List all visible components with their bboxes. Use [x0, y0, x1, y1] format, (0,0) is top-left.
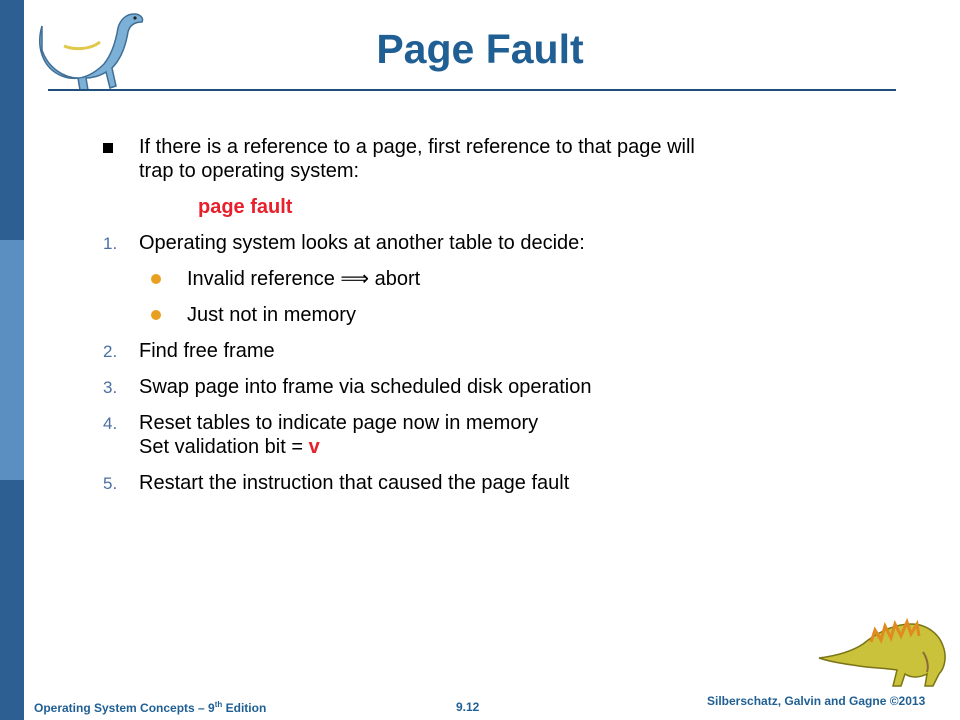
footer-book-title: [34, 700, 266, 715]
step-number: 5.: [103, 474, 118, 493]
sub-item-not-in-memory: [103, 303, 883, 327]
step-3: [103, 375, 883, 399]
round-bullet-icon: [151, 310, 161, 320]
step-number: 3.: [103, 378, 118, 397]
step-text: Swap page into frame via scheduled disk operation: [139, 376, 592, 398]
footer-book-sup: th: [214, 700, 223, 709]
round-bullet-icon: [151, 274, 161, 284]
step-text: Find free frame: [139, 340, 275, 362]
implies-arrow-icon: ⟹: [340, 268, 370, 290]
bullet-line-2: trap to operating system:: [139, 160, 360, 182]
slide-title: Page Fault: [376, 26, 584, 72]
left-sidebar: [0, 0, 24, 720]
square-bullet-icon: [103, 135, 113, 159]
validation-value: v: [308, 436, 320, 458]
sub-text-pre: Invalid reference: [187, 268, 341, 290]
title-divider: [48, 89, 896, 91]
validation-prefix: Set validation bit =: [139, 436, 309, 458]
step-text-line-1: Reset tables to indicate page now in memory: [139, 412, 539, 434]
page-fault-label: page fault: [198, 196, 293, 218]
step-number: 2.: [103, 342, 118, 361]
footer-book-suffix: Edition: [222, 701, 267, 715]
sub-text: Just not in memory: [187, 304, 356, 326]
step-number: 4.: [103, 414, 118, 433]
step-text-line-2: [139, 435, 883, 459]
step-2: [103, 339, 883, 363]
sidebar-segment-middle: [0, 240, 24, 480]
step-text: Operating system looks at another table to decide:: [139, 232, 585, 254]
slide-content: [103, 135, 883, 507]
step-1: [103, 231, 883, 255]
sidebar-segment-bottom: [0, 480, 24, 720]
footer-book-prefix: Operating System Concepts – 9: [34, 701, 215, 715]
step-5: [103, 471, 883, 495]
main-bullet: [103, 135, 883, 183]
dinosaur-logo-bottom: [815, 612, 950, 690]
footer-copyright: Silberschatz, Galvin and Gagne ©2013: [707, 694, 926, 708]
step-number: 1.: [103, 234, 118, 253]
footer-page-number: 9.12: [456, 700, 480, 714]
bullet-line-1: If there is a reference to a page, first reference to that page will: [139, 136, 695, 158]
step-text: Restart the instruction that caused the page fault: [139, 472, 570, 494]
step-4: [103, 411, 883, 459]
sub-text-post: abort: [369, 268, 421, 290]
sub-item-invalid: [103, 267, 883, 291]
